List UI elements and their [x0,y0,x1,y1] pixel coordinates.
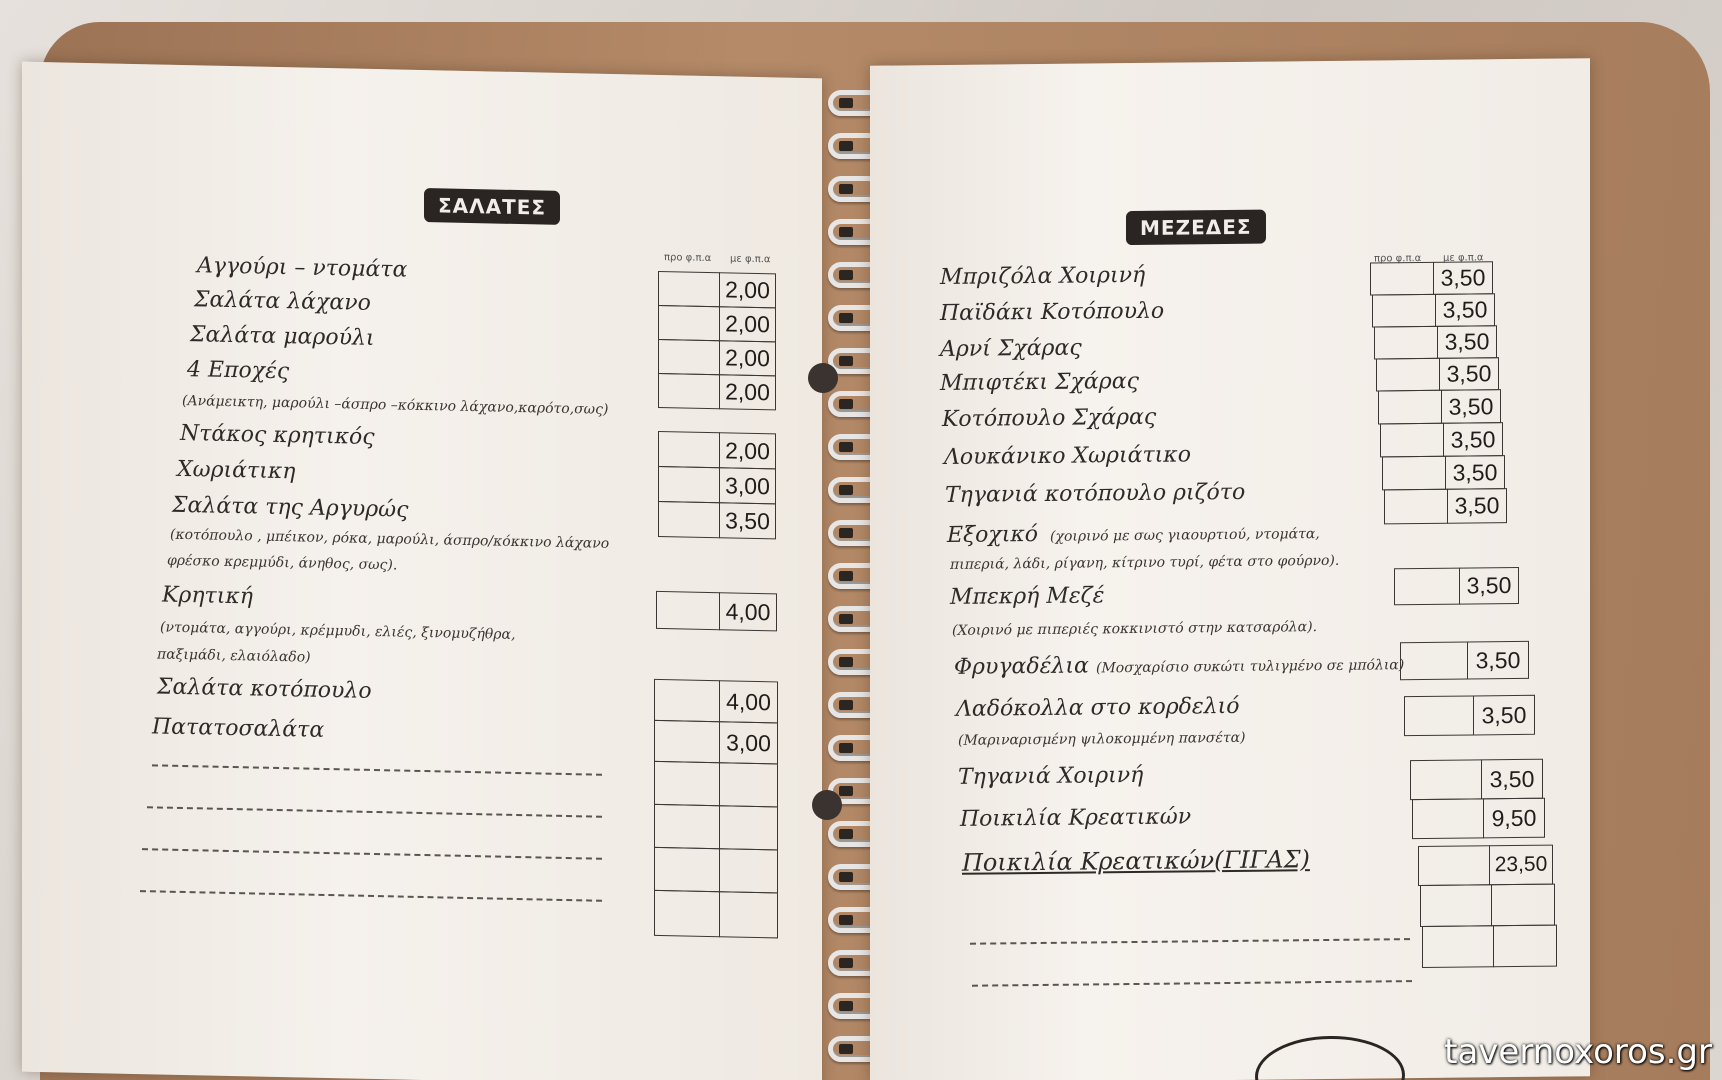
menu-item-name: Μπιφτέκι Σχάρας [940,368,1139,397]
price-cell-empty [1394,568,1460,606]
price-cell: 3,50 [1467,641,1529,680]
menu-item-name: Κρητική [162,582,253,610]
binder-hole [808,363,838,393]
price-cell-empty [1493,925,1557,968]
menu-item-name: Ποικιλία Κρεατικών(ΓΙΓΑΣ) [962,845,1310,877]
price-cell: 9,50 [1483,798,1545,839]
price-cell-empty [1412,798,1484,839]
blank-line [152,764,602,775]
price-cell: 2,00 [719,432,776,469]
price-cell-empty [656,591,720,630]
menu-item-name: Τηγανιά Χοιρινή [958,762,1144,790]
price-cell-empty [719,891,778,938]
blank-line [147,806,602,818]
price-cell: 4,00 [719,592,777,631]
price-cell: 23,50 [1489,845,1553,886]
blank-line [972,980,1412,987]
price-cell: 3,50 [1459,567,1519,605]
price-cell: 3,50 [1435,293,1495,327]
blank-line [142,848,602,860]
menu-item-note: (Χοιρινό με πιπεριές κοκκινιστό στην κατσαρόλα). [952,619,1318,639]
price-cell: 2,00 [719,374,776,410]
price-cell-empty [719,805,778,850]
col-head-with-vat: με φ.π.α [730,253,771,266]
menu-item-name: Σαλάτα της Αργυρώς [172,492,409,523]
menu-item-name: Μπεκρή Μεζέ [950,583,1105,610]
menu-item-name: Τηγανιά κοτόπουλο ριζότο [945,479,1246,508]
menu-item-note: πιπεριά, λάδι, ρίγανη, κίτρινο τυρί, φέτα στο φούρνο). [950,552,1340,573]
menu-item-note: (κοτόπουλο , μπέικον, ρόκα, μαρούλι, άσπρο/κόκκινο λάχανο [170,526,610,552]
menu-item-note: (ντομάτα, αγγούρι, κρέμμυδι, ελιές, ξινομυζήθρα, [160,619,516,643]
price-cell-empty [658,466,720,503]
price-cell: 3,50 [719,502,776,539]
price-cell-empty [719,762,778,807]
menu-item-name: Παϊδάκι Κοτόπουλο [940,298,1165,327]
menu-item-note: παξιμάδι, ελαιόλαδο) [157,646,311,666]
menu-item-name: Σαλάτα λάχανο [194,287,371,316]
meze-page [870,58,1590,1080]
price-cell-empty [1378,390,1442,425]
price-cell-empty [1372,294,1436,328]
price-cell-empty [1400,642,1468,681]
col-head-with-vat: με φ.π.α [1443,252,1484,264]
menu-item-name: Πατατοσαλάτα [152,714,325,743]
price-cell: 3,50 [1441,389,1501,424]
price-cell-empty [658,339,720,375]
price-cell-empty [1410,759,1482,800]
price-cell-empty [1418,845,1490,886]
price-cell-empty [1382,456,1446,491]
blank-line [970,938,1410,945]
price-cell-empty [654,804,720,849]
price-cell: 3,50 [1439,357,1499,391]
price-cell-empty [658,373,720,409]
menu-item-name: Κοτόπουλο Σχάρας [942,404,1157,433]
menu-item-name: Σαλάτα κοτόπουλο [157,674,372,704]
menu-item-name: Ποικιλία Κρεατικών [960,804,1192,832]
menu-item-name: Αγγούρι – ντομάτα [197,253,408,283]
menu-item-name: Σαλάτα μαρούλι [190,322,375,352]
price-cell-empty [654,720,720,763]
menu-item-note: (Μαριναρισμένη ψιλοκομμένη πανσέτα) [958,729,1246,749]
price-cell: 3,50 [1437,325,1497,359]
price-cell: 3,50 [1473,695,1535,736]
salads-header: ΣΑΛΑΤΕΣ [424,188,560,225]
menu-item-name: Λουκάνικο Χωριάτικο [944,442,1191,470]
price-cell-empty [1384,489,1448,525]
price-cell-empty [1376,358,1440,392]
price-cell: 3,50 [1443,422,1503,457]
price-cell-empty [1370,262,1434,296]
price-cell-empty [658,501,720,538]
menu-item-note: (Ανάμεικτη, μαρούλι –άσπρο –κόκκινο λάχανο,καρότο,σως) [182,392,609,418]
price-cell-empty [658,431,720,468]
menu-item-name: Ντάκος κρητικός [180,420,375,451]
price-cell: 2,00 [719,340,776,376]
price-cell-empty [1491,884,1555,927]
price-cell-empty [658,271,720,307]
price-cell: 3,00 [719,467,776,504]
menu-item-name: Χωριάτικη [177,456,296,485]
menu-item-note: (Μοσχαρίσιο συκώτι τυλιγμένο σε μπόλια) [1096,657,1405,677]
meze-header: ΜΕΖΕΔΕΣ [1126,210,1266,245]
menu-item-name: Εξοχικό [947,522,1039,548]
menu-item-note: φρέσκο κρεμμύδι, άνηθος, σως). [167,552,398,574]
price-cell-empty [1380,423,1444,458]
blank-line [140,890,602,902]
logo-stamp [1255,1035,1405,1080]
binder-hole [812,790,842,820]
price-cell-empty [719,848,778,893]
menu-item-name: Αρνί Σχάρας [940,335,1082,363]
menu-item-name: Φρυγαδέλια [954,653,1089,680]
menu-item-name: Μπριζόλα Χοιρινή [940,262,1146,291]
menu-item-name: Λαδόκολλα στο κορδελιό [956,693,1240,722]
price-cell-empty [1422,925,1494,968]
menu-item-name: 4 Εποχές [187,357,290,385]
menu-item-note: (χοιρινό με σως γιαουρτιού, ντομάτα, [1050,526,1320,545]
price-cell: 3,50 [1433,261,1493,295]
price-cell: 3,50 [1447,488,1507,524]
price-cell-empty [654,679,720,722]
col-head-pre-vat: προ φ.π.α [1374,252,1422,265]
price-cell: 3,50 [1481,759,1543,800]
price-cell-empty [658,305,720,341]
price-cell-empty [654,890,720,937]
price-cell-empty [654,761,720,806]
price-cell: 2,00 [719,272,776,308]
watermark: tavernoxoros.gr [1444,1032,1712,1072]
col-head-pre-vat: προ φ.π.α [664,252,712,265]
price-cell-empty [654,847,720,892]
price-cell-empty [1374,326,1438,360]
price-cell-empty [1420,884,1492,927]
price-cell: 3,50 [1445,455,1505,490]
price-cell: 3,00 [719,721,778,764]
price-cell: 4,00 [719,680,778,723]
price-cell: 2,00 [719,306,776,342]
price-cell-empty [1404,695,1474,736]
salads-page [22,62,822,1080]
